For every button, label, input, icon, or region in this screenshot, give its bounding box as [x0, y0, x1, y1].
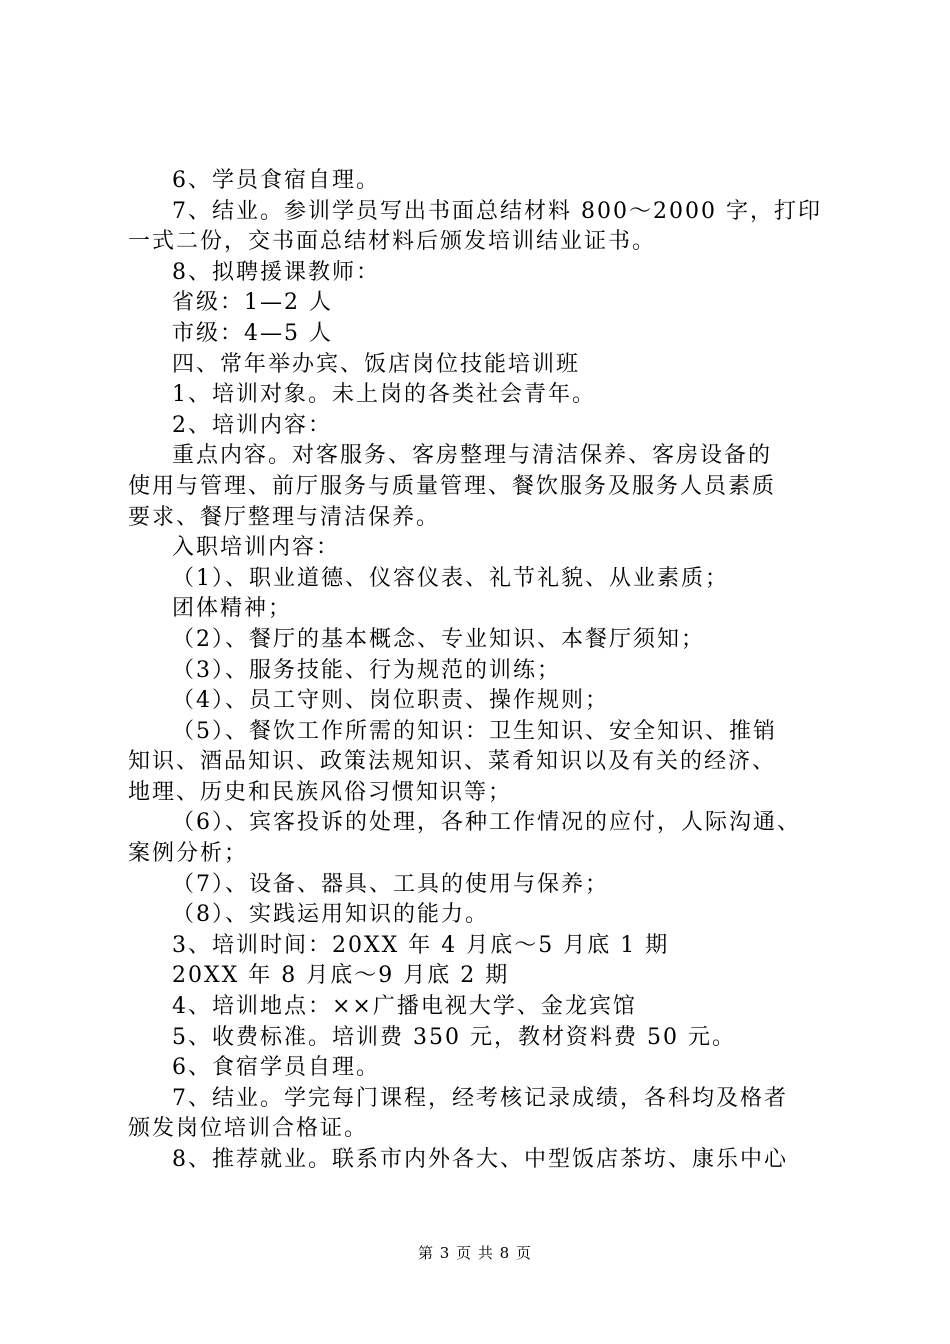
text-line: 1、培训对象。未上岗的各类社会青年。 — [172, 382, 596, 408]
text-line: （8）、实践运用知识的能力。 — [172, 902, 489, 928]
text-line: 6、学员食宿自理。 — [172, 168, 380, 193]
text-line: 3、培训时间：20XX 年 4 月底～5 月底 1 期 — [172, 932, 670, 958]
text-line: 市级：4—5 人 — [172, 320, 333, 346]
text-line: （3）、服务技能、行为规范的训练； — [172, 657, 561, 683]
text-line: 要求、餐厅整理与清洁保养。 — [128, 504, 441, 530]
text-line: （5）、餐饮工作所需的知识：卫生知识、安全知识、推销 — [172, 718, 777, 744]
text-line: 入职培训内容： — [172, 535, 341, 561]
text-line: 4、培训地点：××广播电视大学、金龙宾馆 — [172, 994, 637, 1020]
text-line: 颁发岗位培训合格证。 — [128, 1116, 369, 1142]
page-footer: 第 3 页 共 8 页 — [418, 1244, 532, 1262]
text-line: 重点内容。对客服务、客房整理与清洁保养、客房设备的 — [172, 443, 773, 469]
text-line: 一式二份，交书面总结材料后颁发培训结业证书。 — [128, 229, 657, 255]
text-line: 7、结业。参训学员写出书面总结材料 800～2000 字，打印 — [172, 198, 822, 224]
text-line: 8、拟聘援课教师： — [172, 259, 380, 285]
document-body — [128, 166, 828, 1176]
text-line: 知识、酒品知识、政策法规知识、菜肴知识以及有关的经济、 — [128, 749, 777, 775]
text-line: 使用与管理、前厅服务与质量管理、餐饮服务及服务人员素质 — [128, 473, 777, 499]
text-line: 地理、历史和民族风俗习惯知识等； — [128, 779, 513, 805]
text-line: （6）、宾客投诉的处理，各种工作情况的应付，人际沟通、 — [172, 810, 801, 836]
text-line: （4）、员工守则、岗位职责、操作规则； — [172, 688, 609, 714]
text-line: （7）、设备、器具、工具的使用与保养； — [172, 871, 609, 897]
text-line: （2）、餐厅的基本概念、专业知识、本餐厅须知； — [172, 626, 705, 652]
text-line: 省级：1—2 人 — [172, 290, 333, 316]
text-line: 2、培训内容： — [172, 412, 332, 438]
text-line: 20XX 年 8 月底～9 月底 2 期 — [172, 963, 510, 989]
text-line: 7、结业。学完每门课程，经考核记录成绩，各科均及格者 — [172, 1085, 788, 1111]
text-line: 案例分析； — [128, 841, 249, 867]
text-line: 8、推荐就业。联系市内外各大、中型饭店茶坊、康乐中心 — [172, 1147, 788, 1172]
text-line: 四、常年举办宾、饭店岗位技能培训班 — [172, 351, 581, 377]
text-line: 6、食宿学员自理。 — [172, 1055, 380, 1081]
text-line: （1）、职业道德、仪容仪表、礼节礼貌、从业素质； — [172, 565, 729, 591]
text-line: 5、收费标准。培训费 350 元，教材资料费 50 元。 — [172, 1024, 736, 1050]
text-line: 团体精神； — [172, 596, 293, 622]
